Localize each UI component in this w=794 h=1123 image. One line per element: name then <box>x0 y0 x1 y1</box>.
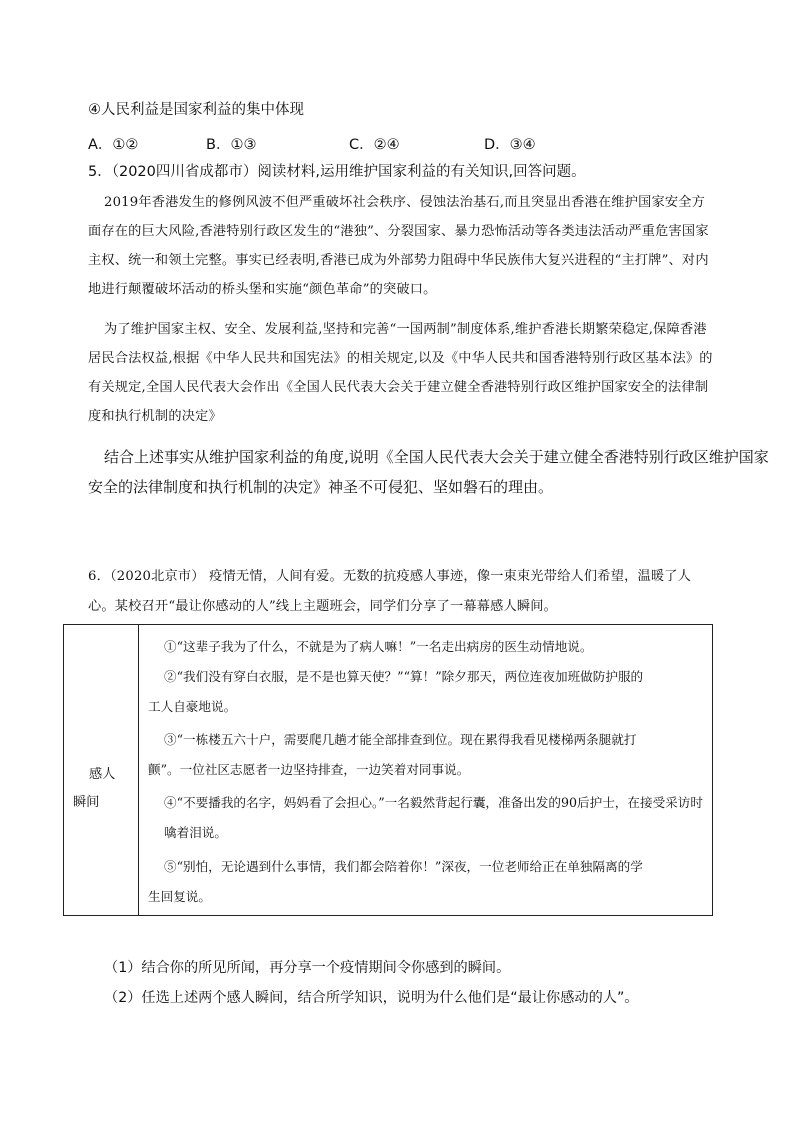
q6-sub-question-1: （1）结合你的所见所闻，再分享一个疫情期间令你感到的瞬间。 <box>104 960 511 976</box>
q6-stem-line: 6．（2020北京市） 疫情无情，人间有爱。无数的抗疫感人事迹，像一束束光带给人们希望，温暖了人 <box>88 569 692 584</box>
table-row-line: 工人自豪地说。 <box>148 699 237 714</box>
table-label: 感人 <box>89 767 116 782</box>
option-d: D．③④ <box>484 137 536 153</box>
table-row-line: ①“这辈子我为了什么，不就是为了病人嘛！”一名走出病房的医生动情地说。 <box>164 639 593 654</box>
q5-para2-line: 为了维护国家主权、安全、发展利益,坚持和完善“一国两制”制度体系,维护香港长期繁荣稳定,保障香港 <box>104 322 707 337</box>
q5-para2-line: 度和执行机制的决定》 <box>88 409 222 424</box>
q5-question-line: 安全的法律制度和执行机制的决定》神圣不可侵犯、坚如磐石的理由。 <box>88 478 554 496</box>
q6-sub-question-2: （2）任选上述两个感人瞬间，结合所学知识，说明为什么他们是“最让你感动的人”。 <box>104 990 639 1006</box>
option-b: B．①③ <box>206 137 257 153</box>
q6-stem-line: 心。某校召开“最让你感动的人”线上主题班会，同学们分享了一幕幕感人瞬间。 <box>88 599 558 614</box>
q5-para2-line: 居民合法权益,根据《中华人民共和国宪法》的相关规定,以及《中华人民共和国香港特别行政区基本法》的 <box>88 351 713 366</box>
q5-para1-line: 主权、统一和领土完整。事实已经表明,香港已成为外部势力阻碍中华民族伟大复兴进程的“主打牌”、对内 <box>88 253 709 268</box>
table-row-line: 生回复说。 <box>148 889 211 904</box>
q5-para1-line: 地进行颠覆破坏活动的桥头堡和实施“颜色革命”的突破口。 <box>88 282 437 297</box>
table-row-line: ③“一栋楼五六十户，需要爬几趟才能全部排查到位。现在累得我看见楼梯两条腿就打 <box>164 732 637 747</box>
option-a: A．①② <box>88 137 139 153</box>
table-row-line: ②“我们没有穿白衣服，是不是也算天使？”“算！”除夕那天，两位连夜加班做防护服的 <box>164 669 644 684</box>
table-label: 瞬间 <box>73 795 100 810</box>
table-row-line: 颤”。一位社区志愿者一边坚持排查，一边笑着对同事说。 <box>148 762 470 777</box>
q4-item-4: ④人民利益是国家利益的集中体现 <box>88 102 304 118</box>
q5-para1-line: 2019年香港发生的修例风波不但严重破坏社会秩序、侵蚀法治基石,而且突显出香港在维护国家安全方 <box>104 195 706 210</box>
moments-table <box>63 624 713 916</box>
q5-para1-line: 面存在的巨大风险,香港特别行政区发生的“港独”、分裂国家、暴力恐怖活动等各类违法活动严重危害国家 <box>88 224 709 239</box>
q5-question-line: 结合上述事实从维护国家利益的角度,说明《全国人民代表大会关于建立健全香港特别行政区维护国家 <box>104 448 769 466</box>
q5-stem: 5．（2020四川省成都市）阅读材料,运用维护国家利益的有关知识,回答问题。 <box>88 164 586 180</box>
table-row-line: ⑤“别怕，无论遇到什么事情，我们都会陪着你！”深夜，一位老师给正在单独隔离的学 <box>164 859 643 874</box>
q5-para2-line: 有关规定,全国人民代表大会作出《全国人民代表大会关于建立健全香港特别行政区维护国家安全的法律制 <box>88 380 709 395</box>
table-row-line: ④“不要播我的名字，妈妈看了会担心。”一名毅然背起行囊，准备出发的90后护士，在接受采访时噙着泪说。 <box>164 795 703 840</box>
option-c: C．②④ <box>349 137 400 153</box>
